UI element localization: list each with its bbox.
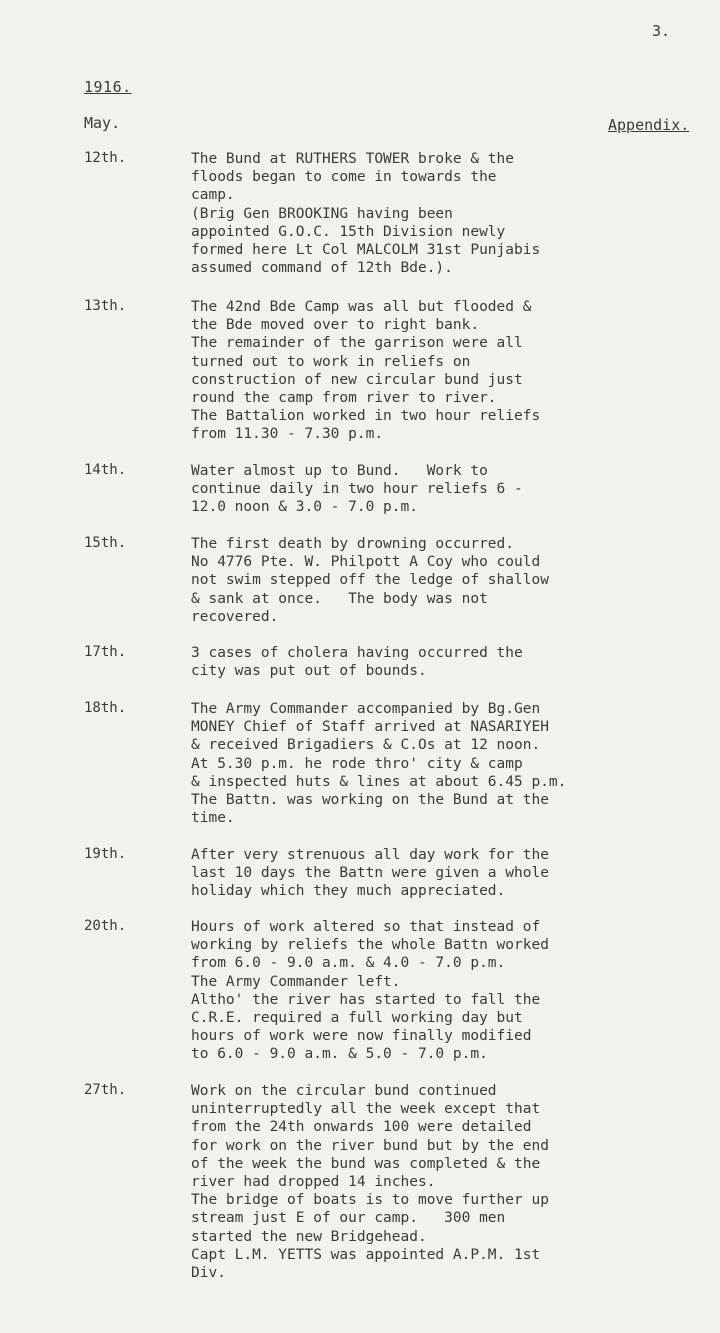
entry-date: 15th. — [84, 535, 127, 551]
entry-date: 18th. — [84, 700, 127, 716]
appendix-heading: Appendix. — [608, 116, 690, 134]
entry-date: 12th. — [84, 150, 127, 166]
entry-text: Work on the circular bund continued uninterruptedly all the week except that from the 24th onwards 100 were detailed for work on the river bund but by the end of the week the bund was completed & the river had dropped 14 inches. The bridge of boats is to move further up stream just E of our camp. 300 men started the new Bridgehead. Capt L.M. YETTS was appointed A.P.M. 1st Div. — [191, 1083, 549, 1282]
entry-date: 13th. — [84, 298, 127, 314]
entry-date: 20th. — [84, 918, 127, 934]
year-heading: 1916. — [84, 78, 132, 96]
entry-date: 27th. — [84, 1082, 127, 1098]
entry-date: 17th. — [84, 644, 127, 660]
entry-text: Hours of work altered so that instead of working by reliefs the whole Battn worked from 6.0 - 9.0 a.m. & 4.0 - 7.0 p.m. The Army Commander left. Altho' the river has started to fall the C.R.E. required a full working day but hours of work were now finally modified to 6.0 - 9.0 a.m. & 5.0 - 7.0 p.m. — [191, 919, 549, 1063]
month-heading: May. — [84, 114, 121, 132]
entry-date: 14th. — [84, 462, 127, 478]
entry-text: The Army Commander accompanied by Bg.Gen MONEY Chief of Staff arrived at NASARIYEH & received Brigadiers & C.Os at 12 noon. At 5.30 p.m. he rode thro' city & camp & inspected huts & lines at about 6.45 p.m. The Battn. was working on the Bund at the time. — [191, 701, 567, 827]
entry-text: The first death by drowning occurred. No 4776 Pte. W. Philpott A Coy who could not swim stepped off the ledge of shallow & sank at once. The body was not recovered. — [191, 536, 549, 625]
entry-text: The Bund at RUTHERS TOWER broke & the floods began to come in towards the camp. (Brig Gen BROOKING having been appointed G.O.C. 15th Division newly formed here Lt Col MALCOLM 31st Punjabis assumed command of 12th Bde.). — [191, 151, 541, 277]
entry-text: The 42nd Bde Camp was all but flooded & the Bde moved over to right bank. The remainder of the garrison were all turned out to work in reliefs on construction of new circular bund just round the camp from river to river. The Battalion worked in two hour reliefs from 11.30 - 7.30 p.m. — [191, 299, 541, 443]
entry-date: 19th. — [84, 846, 127, 862]
entry-text: After very strenuous all day work for the last 10 days the Battn were given a whole holiday which they much appreciated. — [191, 847, 549, 900]
entry-text: Water almost up to Bund. Work to continue daily in two hour reliefs 6 - 12.0 noon & 3.0 - 7.0 p.m. — [191, 463, 523, 516]
page-number: 3. — [652, 22, 671, 40]
entry-text: 3 cases of cholera having occurred the city was put out of bounds. — [191, 645, 523, 680]
